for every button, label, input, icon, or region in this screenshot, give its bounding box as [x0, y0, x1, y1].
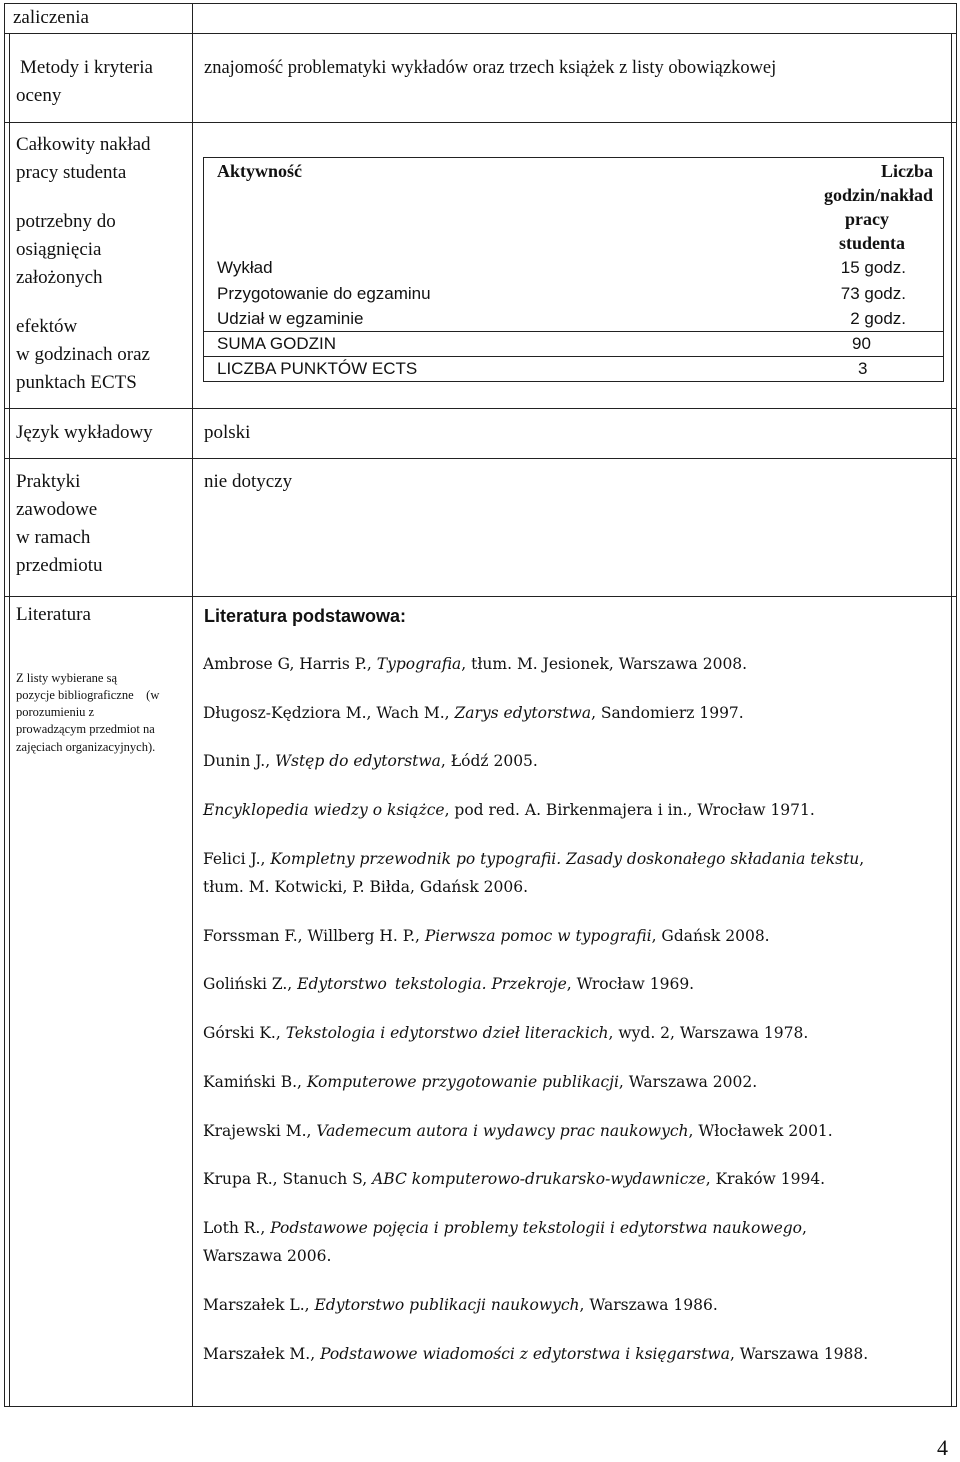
language-label: Język wykładowy	[16, 422, 153, 443]
workload-header-activity: Aktywność	[217, 161, 303, 181]
workload-header-hours: studenta	[838, 233, 905, 253]
literature-entry	[203, 796, 815, 824]
literature-text: Kamiński B.,	[203, 1073, 307, 1091]
workload-label-line: efektów	[16, 316, 78, 337]
literature-text: , Wrocław 1969.	[566, 975, 695, 993]
workload-activity: Udział w egzaminie	[217, 309, 364, 328]
zaliczenia-label: zaliczenia	[13, 7, 89, 28]
workload-hours: 15 godz.	[840, 258, 906, 277]
row-border	[4, 3, 957, 4]
table-border-right	[956, 3, 957, 1407]
literature-text: , wyd. 2, Warszawa 1978.	[608, 1024, 809, 1042]
literature-title: Kompletny przewodnik po typografii. Zasady doskonałego składania tekstu	[270, 850, 860, 868]
workload-ects-label: LICZBA PUNKTÓW ECTS	[217, 359, 418, 378]
literature-text: , Kraków 1994.	[705, 1170, 826, 1188]
row-border	[4, 33, 957, 34]
literature-text: Krajewski M.,	[203, 1122, 317, 1140]
workload-label-line: w godzinach oraz	[16, 344, 150, 365]
literature-entry	[203, 970, 694, 998]
literature-title: Wstęp do edytorstwa	[275, 752, 441, 770]
literature-text: Marszałek L.,	[203, 1296, 315, 1314]
literature-entry	[203, 699, 744, 727]
literature-text: , Gdańsk 2008.	[651, 927, 770, 945]
literature-title: Podstawowe pojęcia i problemy tekstologii i edytorstwa naukowego	[270, 1219, 802, 1237]
literature-text: , Sandomierz 1997.	[591, 704, 744, 722]
literature-text: , Warszawa 1988.	[729, 1345, 869, 1363]
literature-text: , Łódź 2005.	[440, 752, 538, 770]
row-border	[4, 596, 957, 597]
table-border-mid	[192, 3, 193, 1407]
workload-hours: 2 godz.	[850, 309, 906, 328]
workload-label-line: Całkowity nakład	[16, 134, 151, 155]
literature-text: ,	[802, 1219, 807, 1237]
literature-title: Komputerowe przygotowanie publikacji	[306, 1073, 619, 1091]
workload-label-line: pracy studenta	[16, 162, 127, 183]
workload-table-bottom	[203, 381, 944, 382]
workload-table-left	[203, 157, 204, 382]
literature-title: ABC komputerowo-drukarsko-wydawnicze	[372, 1170, 706, 1188]
literature-note-line: porozumieniu z	[16, 705, 95, 719]
row-border	[4, 1406, 957, 1407]
literature-text: Goliński Z.,	[203, 975, 298, 993]
row-border	[4, 122, 957, 123]
literature-entry	[203, 1242, 331, 1270]
workload-ects-value: 3	[858, 359, 868, 378]
workload-table-top	[203, 157, 944, 158]
literature-text: , tłum. M. Jesionek, Warszawa 2008.	[461, 655, 748, 673]
practice-label-line: zawodowe	[16, 499, 98, 520]
row-border	[4, 408, 957, 409]
literature-title: Edytorstwo publikacji naukowych	[314, 1296, 580, 1314]
methods-label-line: oceny	[16, 85, 62, 106]
literature-title: Encyklopedia wiedzy o książce	[203, 801, 445, 819]
literature-entry	[203, 845, 864, 873]
literature-entry	[203, 1117, 833, 1145]
literature-title: Pierwsza pomoc w typografii	[424, 927, 652, 945]
workload-activity: Przygotowanie do egzaminu	[217, 284, 431, 303]
literature-title: Podstawowe wiadomości z edytorstwa i księgarstwa	[320, 1345, 730, 1363]
literature-entry	[203, 922, 770, 950]
literature-title: Tekstologia i edytorstwo dzieł literackich	[285, 1024, 609, 1042]
literature-entry	[203, 873, 528, 901]
literature-note-line: prowadzącym przedmiot na	[16, 722, 155, 736]
literature-text: Warszawa 2006.	[203, 1247, 332, 1265]
literature-note-line: pozycje bibliograficzne (w	[16, 688, 160, 702]
inner-left-line	[9, 33, 10, 1407]
literature-title: Zarys edytorstwa	[454, 704, 592, 722]
methods-value: znajomość problematyki wykładów oraz trzech książek z listy obowiązkowej	[204, 58, 777, 78]
literature-note-line: Z listy wybierane są	[16, 671, 118, 685]
language-value: polski	[204, 422, 251, 443]
methods-label-line: Metody i kryteria	[20, 57, 153, 78]
literature-text: Felici J.,	[203, 850, 271, 868]
practice-label-line: przedmiotu	[16, 555, 103, 576]
workload-activity: Wykład	[217, 258, 273, 277]
literature-title: Typografia	[376, 655, 462, 673]
literature-text: ,	[859, 850, 865, 868]
literature-note-line: zajęciach organizacyjnych).	[16, 740, 156, 754]
literature-text: tłum. M. Kotwicki, P. Biłda, Gdańsk 2006.	[203, 878, 529, 896]
page-number: 4	[937, 1435, 948, 1460]
workload-sum-value: 90	[852, 334, 871, 353]
workload-header-hours: Liczba	[881, 161, 933, 181]
literature-entry	[203, 1340, 868, 1368]
practice-label-line: Praktyki	[16, 471, 81, 492]
literature-entry	[203, 1019, 808, 1047]
literature-text: , pod red. A. Birkenmajera i in., Wrocław 1971.	[444, 801, 815, 819]
literature-entry	[203, 650, 747, 678]
workload-label-line: punktach ECTS	[16, 372, 137, 393]
workload-table-right	[943, 157, 944, 382]
literature-entry	[203, 1291, 718, 1319]
literature-text: , Warszawa 1986.	[579, 1296, 718, 1314]
literature-text: , Warszawa 2002.	[618, 1073, 758, 1091]
workload-header-hours: pracy	[845, 209, 889, 229]
literature-heading: Literatura podstawowa:	[204, 606, 407, 626]
literature-entry	[203, 747, 538, 775]
row-border	[4, 458, 957, 459]
workload-label-line: potrzebny do	[16, 211, 116, 232]
workload-hours: 73 godz.	[840, 284, 906, 303]
literature-title: Edytorstwo tekstologia. Przekroje	[297, 975, 567, 993]
literature-text: Dunin J.,	[203, 752, 276, 770]
literature-entry	[203, 1214, 807, 1242]
literature-title: Vademecum autora i wydawcy prac naukowych	[316, 1122, 689, 1140]
table-border-left	[4, 3, 5, 1407]
workload-header-hours: godzin/nakład	[823, 185, 933, 205]
inner-right-line	[951, 33, 952, 1407]
literature-text: , Włocławek 2001.	[688, 1122, 833, 1140]
literature-text: Loth R.,	[203, 1219, 271, 1237]
literature-text: Górski K.,	[203, 1024, 286, 1042]
literature-text: Forssman F., Willberg H. P.,	[203, 927, 425, 945]
workload-label-line: osiągnięcia	[16, 239, 102, 260]
workload-sum-label: SUMA GODZIN	[217, 334, 337, 353]
practice-value: nie dotyczy	[204, 471, 293, 492]
workload-label-line: założonych	[16, 267, 103, 288]
practice-label-line: w ramach	[16, 527, 91, 548]
literature-entry	[203, 1068, 757, 1096]
literature-label: Literatura	[16, 604, 91, 625]
literature-text: Krupa R., Stanuch S,	[203, 1170, 373, 1188]
literature-text: Marszałek M.,	[203, 1345, 321, 1363]
literature-entry	[203, 1165, 825, 1193]
literature-text: Ambrose G, Harris P.,	[203, 655, 377, 673]
literature-text: Długosz-Kędziora M., Wach M.,	[203, 704, 455, 722]
